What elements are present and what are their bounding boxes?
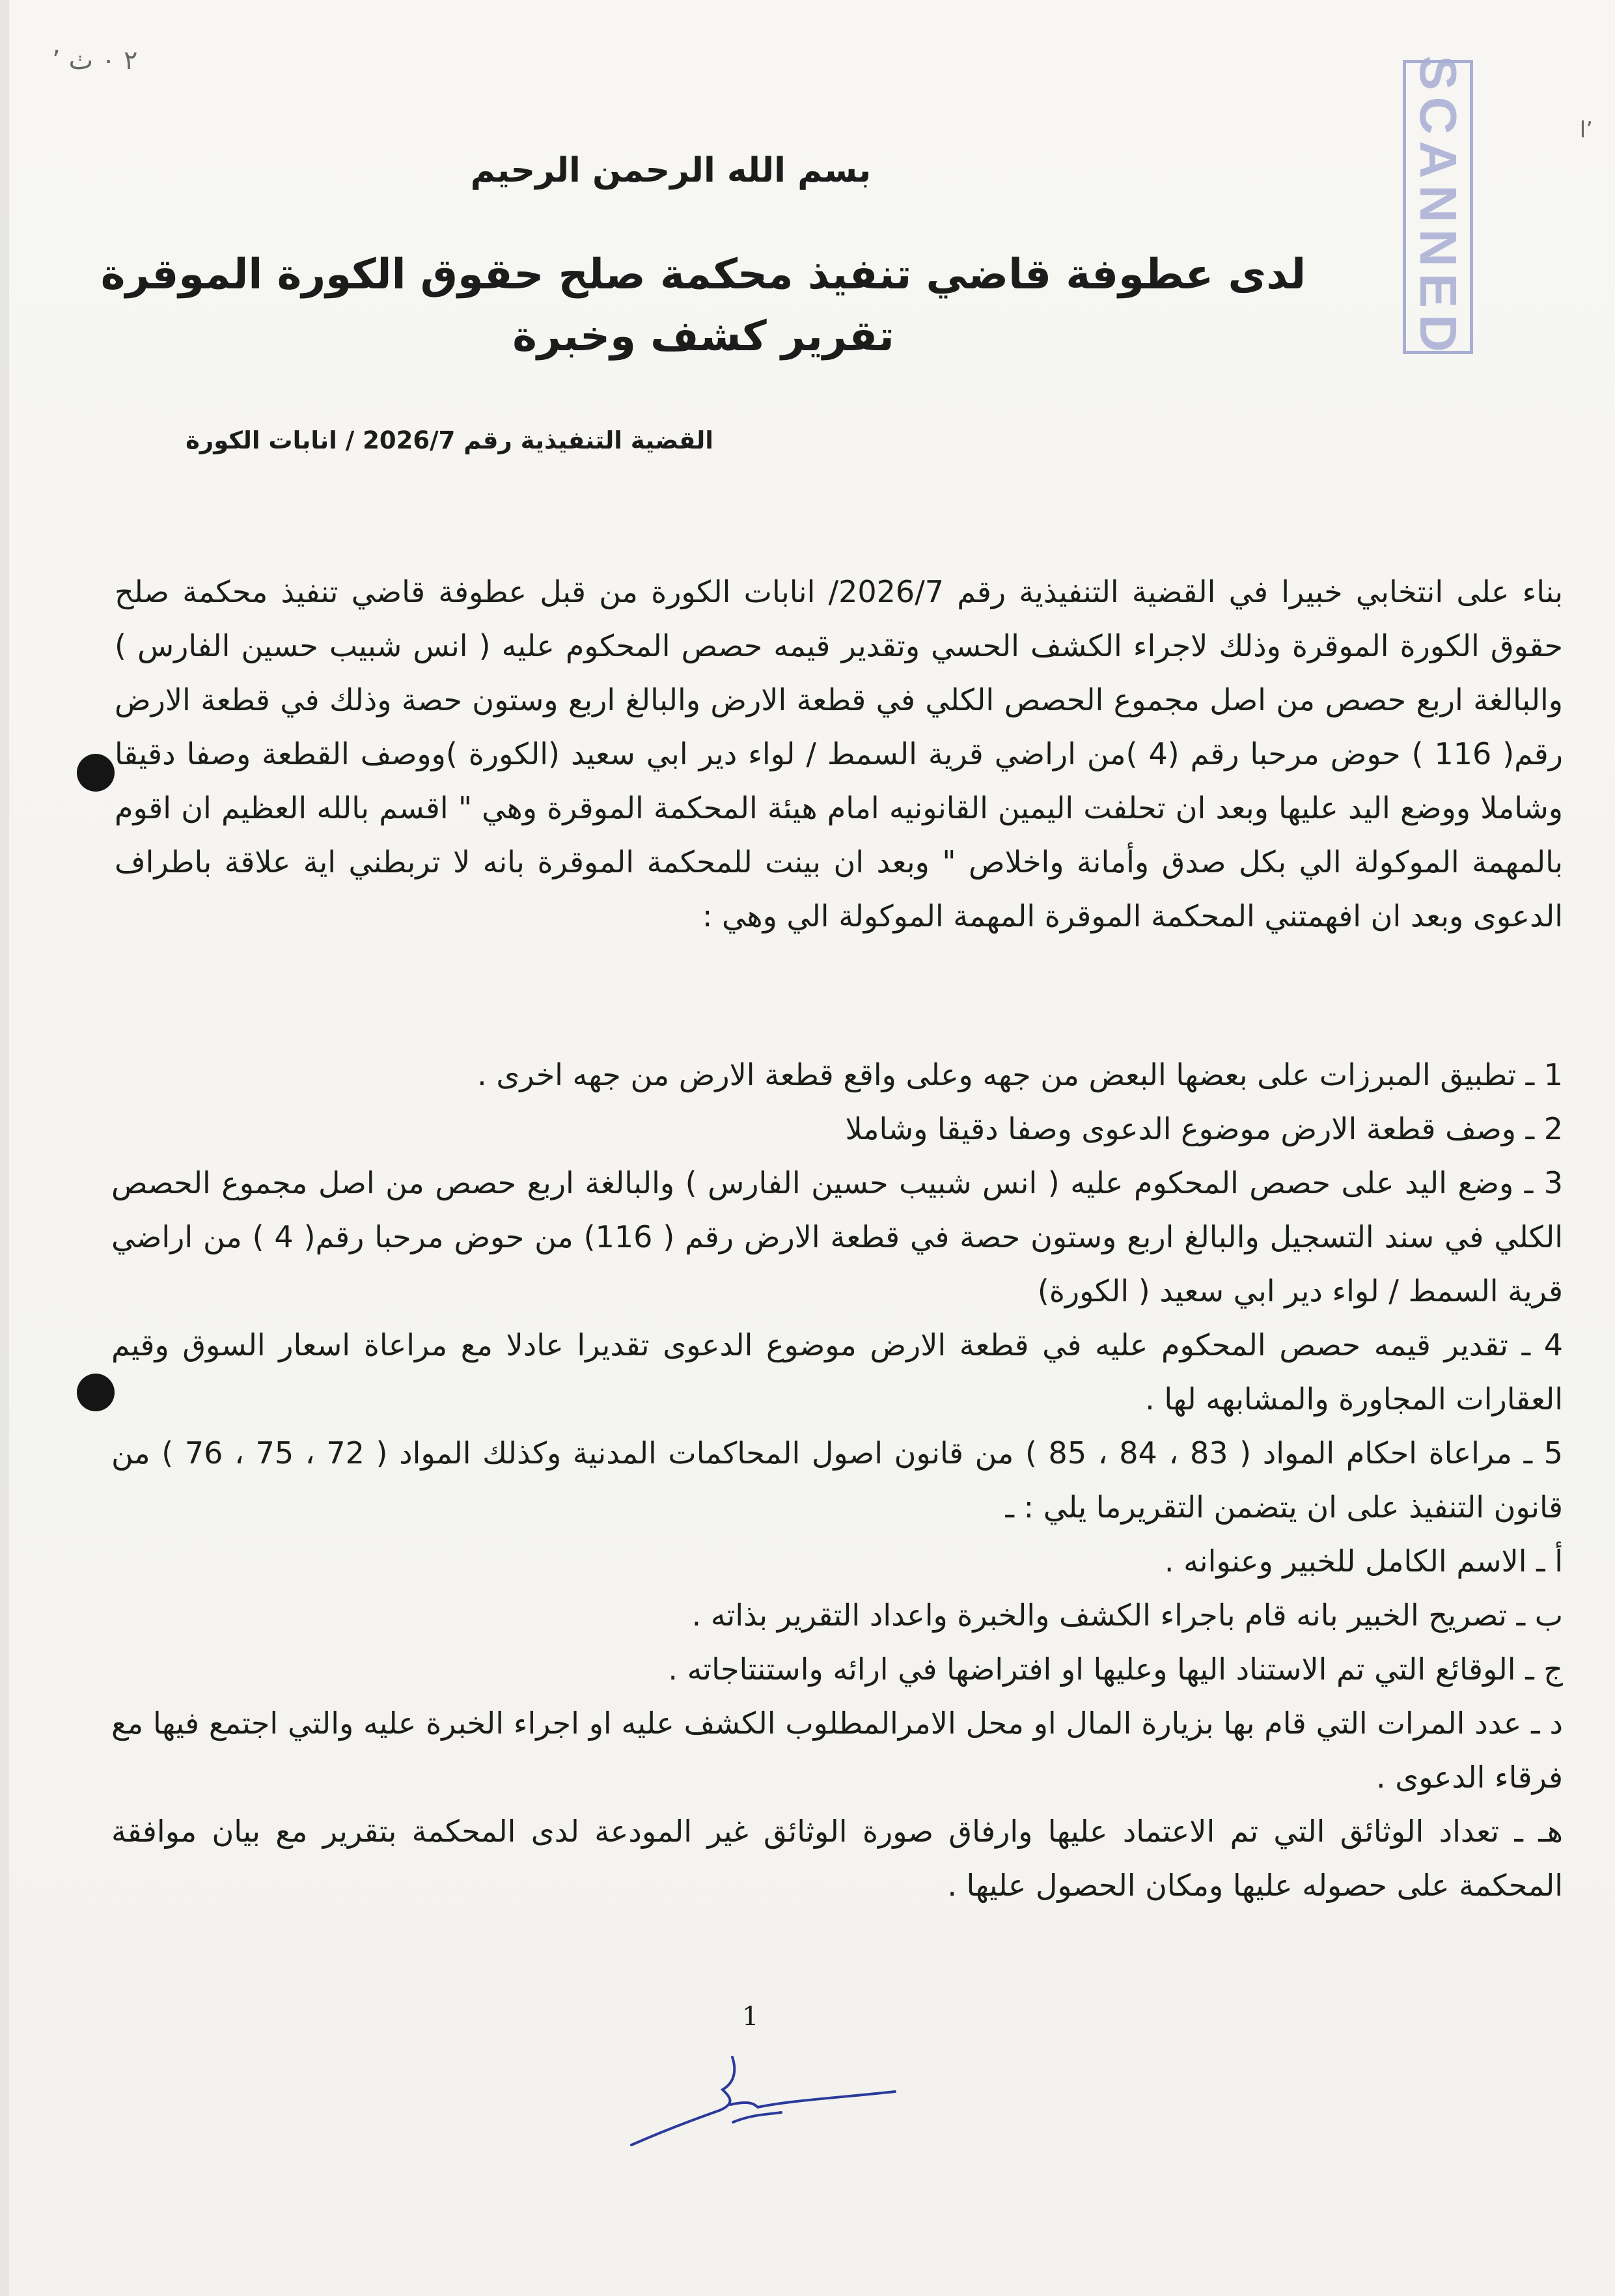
report-title: لدى عطوفة قاضي تنفيذ محكمة صلح حقوق الكورة الموقرة <box>100 251 1306 299</box>
report-requirement-item: هـ ـ تعداد الوثائق التي تم الاعتماد عليها وارفاق صورة الوثائق غير المودعة لدى المحكمة بتقرير مع بيان موافقة المحكمة على حصوله عليها ومكان الحصول عليها . <box>111 1814 1563 1903</box>
tasks-list <box>111 1048 1563 1913</box>
basmala: بسم الله الرحمن الرحيم <box>470 151 872 190</box>
punch-hole-mark <box>77 1374 115 1411</box>
intro-paragraph: بناء على انتخابي خبيرا في القضية التنفيذية رقم 2026/7/ انابات الكورة من قبل عطوفة قاضي تنفيذ محكمة صلح حقوق الكورة الموقرة وذلك لاجراء الكشف الحسي وتقدير قيمه حصص المحكوم عليه ( انس شبيب حسين الفارس ) والبالغة اربع حصص من اصل مجموع الحصص الكلي في قطعة الارض والبالغ اربع وستون حصة وذلك في قطعة الارض رقم( 116 ) حوض مرحبا رقم (4 )من اراضي قرية السمط / لواء دير ابي سعيد (الكورة )ووصف القطعة وصفا دقيقا وشاملا ووضع اليد عليها وبعد ان تحلفت اليمين القانونيه امام هيئة المحكمة الموقرة وهي " اقسم بالله العظيم ان اقوم بالمهمة الموكولة الي بكل صدق وأمانة واخلاص " وبعد ان بينت للمحكمة الموقرة بانه لا تربطني اية علاقة باطراف الدعوى وبعد ان افهمتني المحكمة الموقرة المهمة الموكولة الي وهي : <box>115 574 1563 934</box>
report-requirement-item: ج ـ الوقائع التي تم الاستناد اليها وعليها او افتراضها في ارائه واستنتاجاته . <box>668 1652 1563 1687</box>
task-item: 1 ـ تطبيق المبرزات على بعضها البعض من جهه وعلى واقع قطعة الارض من جهه اخرى . <box>477 1057 1563 1092</box>
report-requirement-item: د ـ عدد المرات التي قام بها بزيارة المال او محل الامرالمطلوب الكشف عليه او اجراء الخبرة عليه والتي اجتمع فيها مع فرقاء الدعوى . <box>111 1706 1563 1795</box>
page-number: 1 <box>742 2002 759 2032</box>
task-item: 5 ـ مراعاة احكام المواد ( 83 ، 84 ، 85 ) من قانون اصول المحاكمات المدنية وكذلك المواد ( 72 ، 75 ، 76 ) من قانون التنفيذ على ان يتضمن التقريرما يلي : ـ <box>111 1435 1564 1525</box>
report-requirement-item: أ ـ الاسم الكامل للخبير وعنوانه . <box>1164 1543 1563 1579</box>
scanned-stamp-text: SCANNED <box>1409 55 1467 359</box>
task-item: 4 ـ تقدير قيمه حصص المحكوم عليه في قطعة الارض موضوع الدعوى تقديرا عادلا مع مراعاة اسعار السوق وقيم العقارات المجاورة والمشابهه لها . <box>111 1327 1563 1417</box>
case-reference: القضية التنفيذية رقم 2026/7 / انابات الكورة <box>186 426 713 454</box>
task-item: 2 ـ وصف قطعة الارض موضوع الدعوى وصفا دقيقا وشاملا <box>845 1111 1563 1146</box>
corner-scribble-right: ʼا <box>1579 117 1593 143</box>
report-subtitle: تقرير كشف وخبرة <box>512 312 894 361</box>
corner-scribble: ’ ٢ ٠ ٺ <box>52 46 138 76</box>
expert-signature <box>618 2021 911 2158</box>
report-requirement-item: ب ـ تصريح الخبير بانه قام باجراء الكشف والخبرة واعداد التقرير بذاته . <box>691 1598 1563 1633</box>
task-item: 3 ـ وضع اليد على حصص المحكوم عليه ( انس شبيب حسين الفارس ) والبالغة اربع حصص من اصل مجموع الحصص الكلي في سند التسجيل والبالغ اربع وستون حصة في قطعة الارض رقم ( 116) من حوض مرحبا رقم( 4 ) من اراضي قرية السمط / لواء دير ابي سعيد ( الكورة) <box>111 1165 1563 1308</box>
punch-hole-mark <box>77 754 115 792</box>
scanned-stamp <box>1403 55 1473 359</box>
